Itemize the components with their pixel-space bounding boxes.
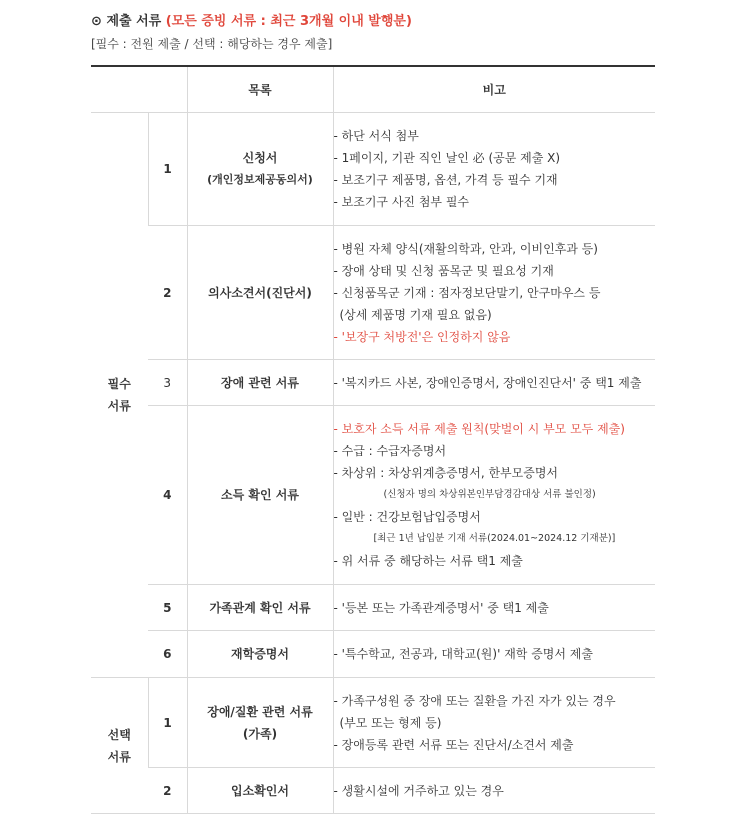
row-number: 6 bbox=[148, 631, 187, 678]
note-line: - 생활시설에 거주하고 있는 경우 bbox=[333, 783, 504, 798]
row-number: 5 bbox=[148, 585, 187, 631]
note-line-small: [최근 1년 납입분 기재 서류(2024.01~2024.12 기재분)] bbox=[373, 533, 616, 544]
note-line: - 수급 : 수급자증명서 bbox=[333, 444, 447, 458]
row-number: 2 bbox=[148, 768, 187, 814]
table-header-row bbox=[91, 66, 655, 113]
note-line: - 장애등록 관련 서류 또는 진단서/소견서 제출 bbox=[333, 737, 574, 752]
note-line: - 차상위 : 차상위계층증명서, 한부모증명서 bbox=[333, 466, 559, 480]
note-line: - 가족구성원 중 장애 또는 질환을 가진 자가 있는 경우 bbox=[333, 693, 616, 708]
note-line: - 신청품목군 기재 : 점자정보단말기, 안구마우스 등 bbox=[333, 285, 601, 300]
note-line: (부모 또는 형제 등) bbox=[339, 715, 442, 730]
note-line: - 일반 : 건강보험납입증명서 bbox=[333, 510, 481, 524]
document-notes bbox=[333, 768, 655, 814]
document-notes bbox=[333, 360, 655, 406]
row-number: 3 bbox=[148, 360, 187, 406]
target-icon: ⊙ bbox=[91, 14, 102, 29]
document-notes bbox=[333, 113, 655, 226]
document-name bbox=[187, 113, 333, 226]
row-number: 2 bbox=[148, 226, 187, 360]
documents-table bbox=[91, 65, 655, 814]
note-line: - 병원 자체 양식(재활의학과, 안과, 이비인후과 등) bbox=[333, 241, 598, 256]
note-line: - 보조기구 제품명, 옵션, 가격 등 필수 기재 bbox=[333, 173, 558, 187]
category-label: 필수 bbox=[107, 377, 131, 391]
table-row bbox=[91, 631, 655, 678]
document-name bbox=[187, 678, 333, 768]
document-notes bbox=[333, 631, 655, 678]
document-name: 장애 관련 서류 bbox=[187, 360, 333, 406]
header-list: 목록 bbox=[187, 66, 333, 113]
category-label: 서류 bbox=[107, 749, 131, 764]
note-line: - '특수학교, 전공과, 대학교(원)' 재학 증명서 제출 bbox=[333, 647, 593, 661]
document-name: 가족관계 확인 서류 bbox=[187, 585, 333, 631]
table-row bbox=[91, 360, 655, 406]
note-line: - 하단 서식 첨부 bbox=[333, 129, 419, 143]
document-name: 입소확인서 bbox=[187, 768, 333, 814]
category-label: 서류 bbox=[107, 399, 131, 413]
document-notes bbox=[333, 226, 655, 360]
category-optional bbox=[91, 678, 148, 814]
row-number: 1 bbox=[148, 113, 187, 226]
note-line: - 장애 상태 및 신청 품목군 및 필요성 기재 bbox=[333, 263, 554, 278]
table-row bbox=[91, 406, 655, 585]
document-title: 신청서 bbox=[242, 151, 278, 165]
note-line-small: (신청자 명의 차상위본인부담경감대상 서류 불인정) bbox=[383, 489, 596, 500]
table-row bbox=[91, 226, 655, 360]
document-name: 소득 확인 서류 bbox=[187, 406, 333, 585]
document-name: 의사소견서(진단서) bbox=[187, 226, 333, 360]
section-heading bbox=[91, 10, 412, 29]
heading-title: 제출 서류 bbox=[106, 14, 162, 29]
category-required bbox=[91, 113, 148, 678]
document-name: 재학증명서 bbox=[187, 631, 333, 678]
header-blank bbox=[91, 66, 187, 113]
note-line: - '등본 또는 가족관계증명서' 중 택1 제출 bbox=[333, 600, 549, 615]
section-subheading: [필수 : 전원 제출 / 선택 : 해당하는 경우 제출] bbox=[91, 37, 333, 51]
document-notes bbox=[333, 678, 655, 768]
note-line: - '복지카드 사본, 장애인증명서, 장애인진단서' 중 택1 제출 bbox=[333, 375, 642, 390]
table-row bbox=[91, 113, 655, 226]
note-line: - 보조기구 사진 첨부 필수 bbox=[333, 195, 470, 209]
row-number: 4 bbox=[148, 406, 187, 585]
category-label: 선택 bbox=[107, 727, 131, 742]
note-line: (상세 제품명 기재 필요 없음) bbox=[339, 307, 492, 322]
table-row bbox=[91, 585, 655, 631]
note-line-warning: - 보호자 소득 서류 제출 원칙(맞벌이 시 부모 모두 제출) bbox=[333, 422, 625, 436]
document-notes bbox=[333, 406, 655, 585]
heading-note: (모든 증빙 서류 : 최근 3개월 이내 발행분) bbox=[165, 14, 412, 29]
row-number: 1 bbox=[148, 678, 187, 768]
table-row bbox=[91, 768, 655, 814]
table-row bbox=[91, 678, 655, 768]
document-subtitle: (개인정보제공동의서) bbox=[207, 173, 313, 186]
document-notes bbox=[333, 585, 655, 631]
note-line: - 1페이지, 기관 직인 날인 必 (공문 제출 X) bbox=[333, 151, 561, 165]
document-subtitle: (가족) bbox=[242, 726, 278, 741]
header-notes: 비고 bbox=[333, 66, 655, 113]
document-title: 장애/질환 관련 서류 bbox=[207, 704, 313, 719]
note-line-warning: - '보장구 처방전'은 인정하지 않음 bbox=[333, 329, 511, 344]
note-line: - 위 서류 중 해당하는 서류 택1 제출 bbox=[333, 554, 523, 568]
